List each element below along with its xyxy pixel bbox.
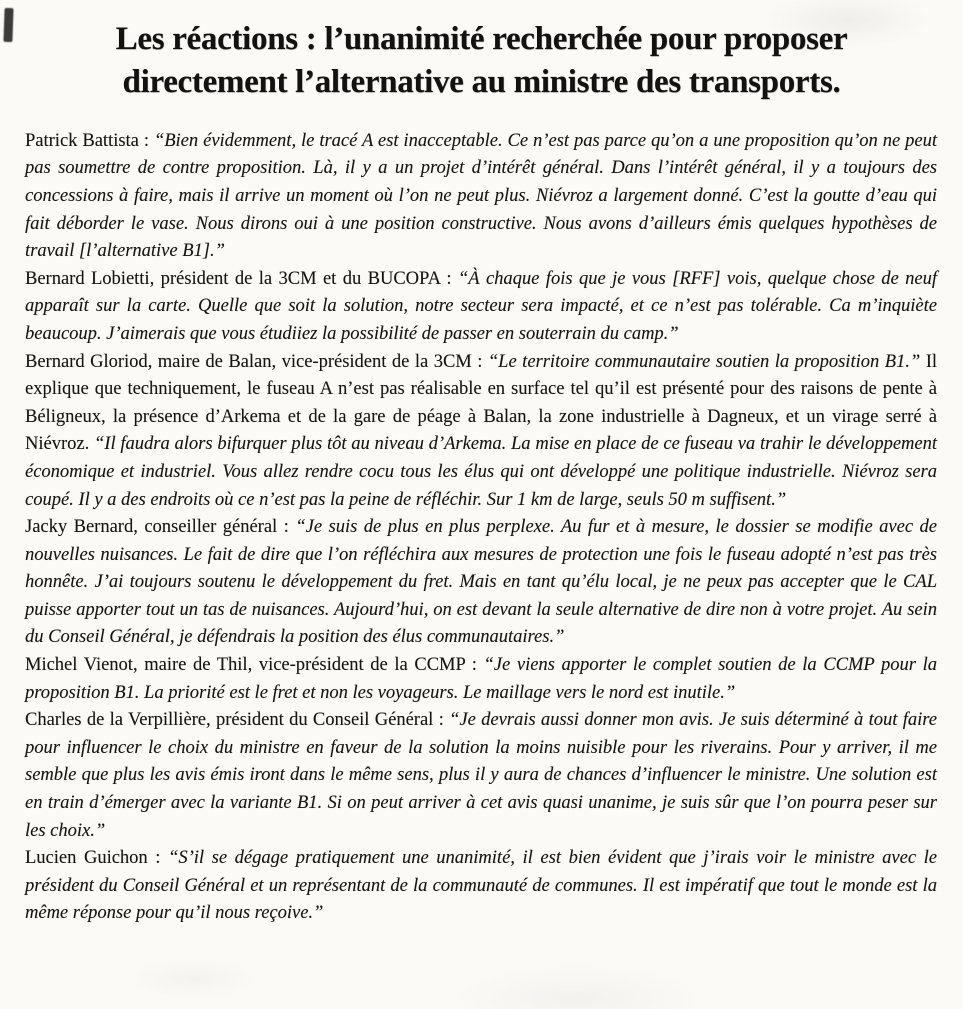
speaker-attribution: Bernard Gloriod, maire de Balan, vice-président de la 3CM : — [25, 351, 488, 372]
paragraph-lobietti — [25, 266, 937, 349]
quote-text: “S’il se dégage pratiquement une unanimité, il est bien évident que j’irais voir le ministre avec le président du Conseil Général et un représentant de la communauté de communes. Il est impératif que tout le monde est la même réponse pour qu’il nous reçoive.” — [25, 848, 938, 924]
narration-text: Il explique que techniquement, le fuseau A n’est pas réalisable en surface tel qu’il est présenté pour des raisons de pente à Béligneux, la présence d’Arkema et de la gare de péage à Balan, la zone industrielle à Dagneux, et un virage serré à Niévroz. — [25, 351, 937, 455]
speaker-attribution: Michel Vienot, maire de Thil, vice-président de la CCMP : — [25, 655, 484, 676]
quote-text: “Il faudra alors bifurquer plus tôt au niveau d’Arkema. La mise en place de ce fuseau va trahir le développement économique et industriel. Vous allez rendre cocu tous les élus qui ont développé une politique industrielle. Niévroz sera coupé. Il y a des endroits où ce n’est pas la peine de réfléchir. Sur 1 km de large, seuls 50 m suffisent.” — [25, 434, 937, 510]
scan-artifact-mark — [3, 8, 13, 42]
paragraph-gloriod — [25, 349, 937, 515]
quote-text: “Bien évidemment, le tracé A est inacceptable. Ce n’est pas parce qu’on a une proposition qu’on ne peut pas soumettre de contre proposition. Là, il y a un projet d’intérêt général. Dans l’intérêt général, il y a toujours des concessions à faire, mais il arrive un moment où l’on ne peut plus. Niévroz a largement donné. C’est la goutte d’eau qui fait déborder le vase. Nous dirons oui à une position constructive. Nous avons d’ailleurs émis quelques hypothèses de travail [l’alternative B1].” — [25, 130, 938, 262]
article-title: Les réactions : l’unanimité recherchée pour proposer directement l’alternative au ministre des transports. — [115, 21, 848, 100]
speaker-attribution: Lucien Guichon : — [25, 848, 169, 869]
speaker-attribution: Jacky Bernard, conseiller général : — [25, 517, 296, 538]
speaker-attribution: Charles de la Verpillière, président du Conseil Général : — [25, 710, 450, 731]
paragraph-guichon — [25, 845, 937, 928]
quote-text: “Le territoire communautaire soutien la proposition B1.” — [487, 351, 926, 372]
speaker-attribution: Bernard Lobietti, président de la 3CM et du BUCOPA : — [25, 268, 458, 289]
speaker-attribution: Patrick Battista : — [25, 130, 154, 151]
quote-text: “Je devrais aussi donner mon avis. Je suis déterminé à tout faire pour influencer le choix du ministre en faveur de la solution la moins nuisible pour les riverains. Pour y arriver, il me semble que plus les avis émis iront dans le même sens, plus il y aura de chances d’influencer le ministre. Une solution est en train d’émerger avec la variante B1. Si on peut arriver à cet avis quasi unanime, je suis sûr que l’on pourra peser sur les choix.” — [25, 710, 937, 841]
quote-text: “Je viens apporter le complet soutien de la CCMP pour la proposition B1. La priorité est le fret et non les voyageurs. Le maillage vers le nord est inutile.” — [25, 655, 937, 703]
quote-text: “Je suis de plus en plus perplexe. Au fur et à mesure, le dossier se modifie avec de nouvelles nuisances. Le fait de dire que l’on réfléchira aux mesures de protection une fois le fuseau adopté n’est pas très honnête. J’ai toujours soutenu le développement du fret. Mais en tant qu’élu local, je ne peux pas accepter que le CAL puisse apporter tout un tas de nuisances. Aujourd’hui, on est devant la seule alternative de dire non à votre projet. Au sein du Conseil Général, je défendrais la position des élus communautaires.” — [25, 517, 937, 648]
paragraph-battista — [25, 128, 937, 266]
paragraph-vienot — [25, 652, 937, 707]
quote-text: “À chaque fois que je vous [RFF] vois, quelque chose de neuf apparaît sur la carte. Quelle que soit la solution, notre secteur sera impacté, et ce n’est pas tolérable. Ca m’inquiète beaucoup. J’aimerais que vous étudiiez la possibilité de passer en souterrain du camp.” — [25, 268, 937, 344]
paragraph-bernard — [25, 514, 937, 652]
paragraph-verpilliere — [25, 707, 937, 845]
article-body — [0, 128, 963, 928]
